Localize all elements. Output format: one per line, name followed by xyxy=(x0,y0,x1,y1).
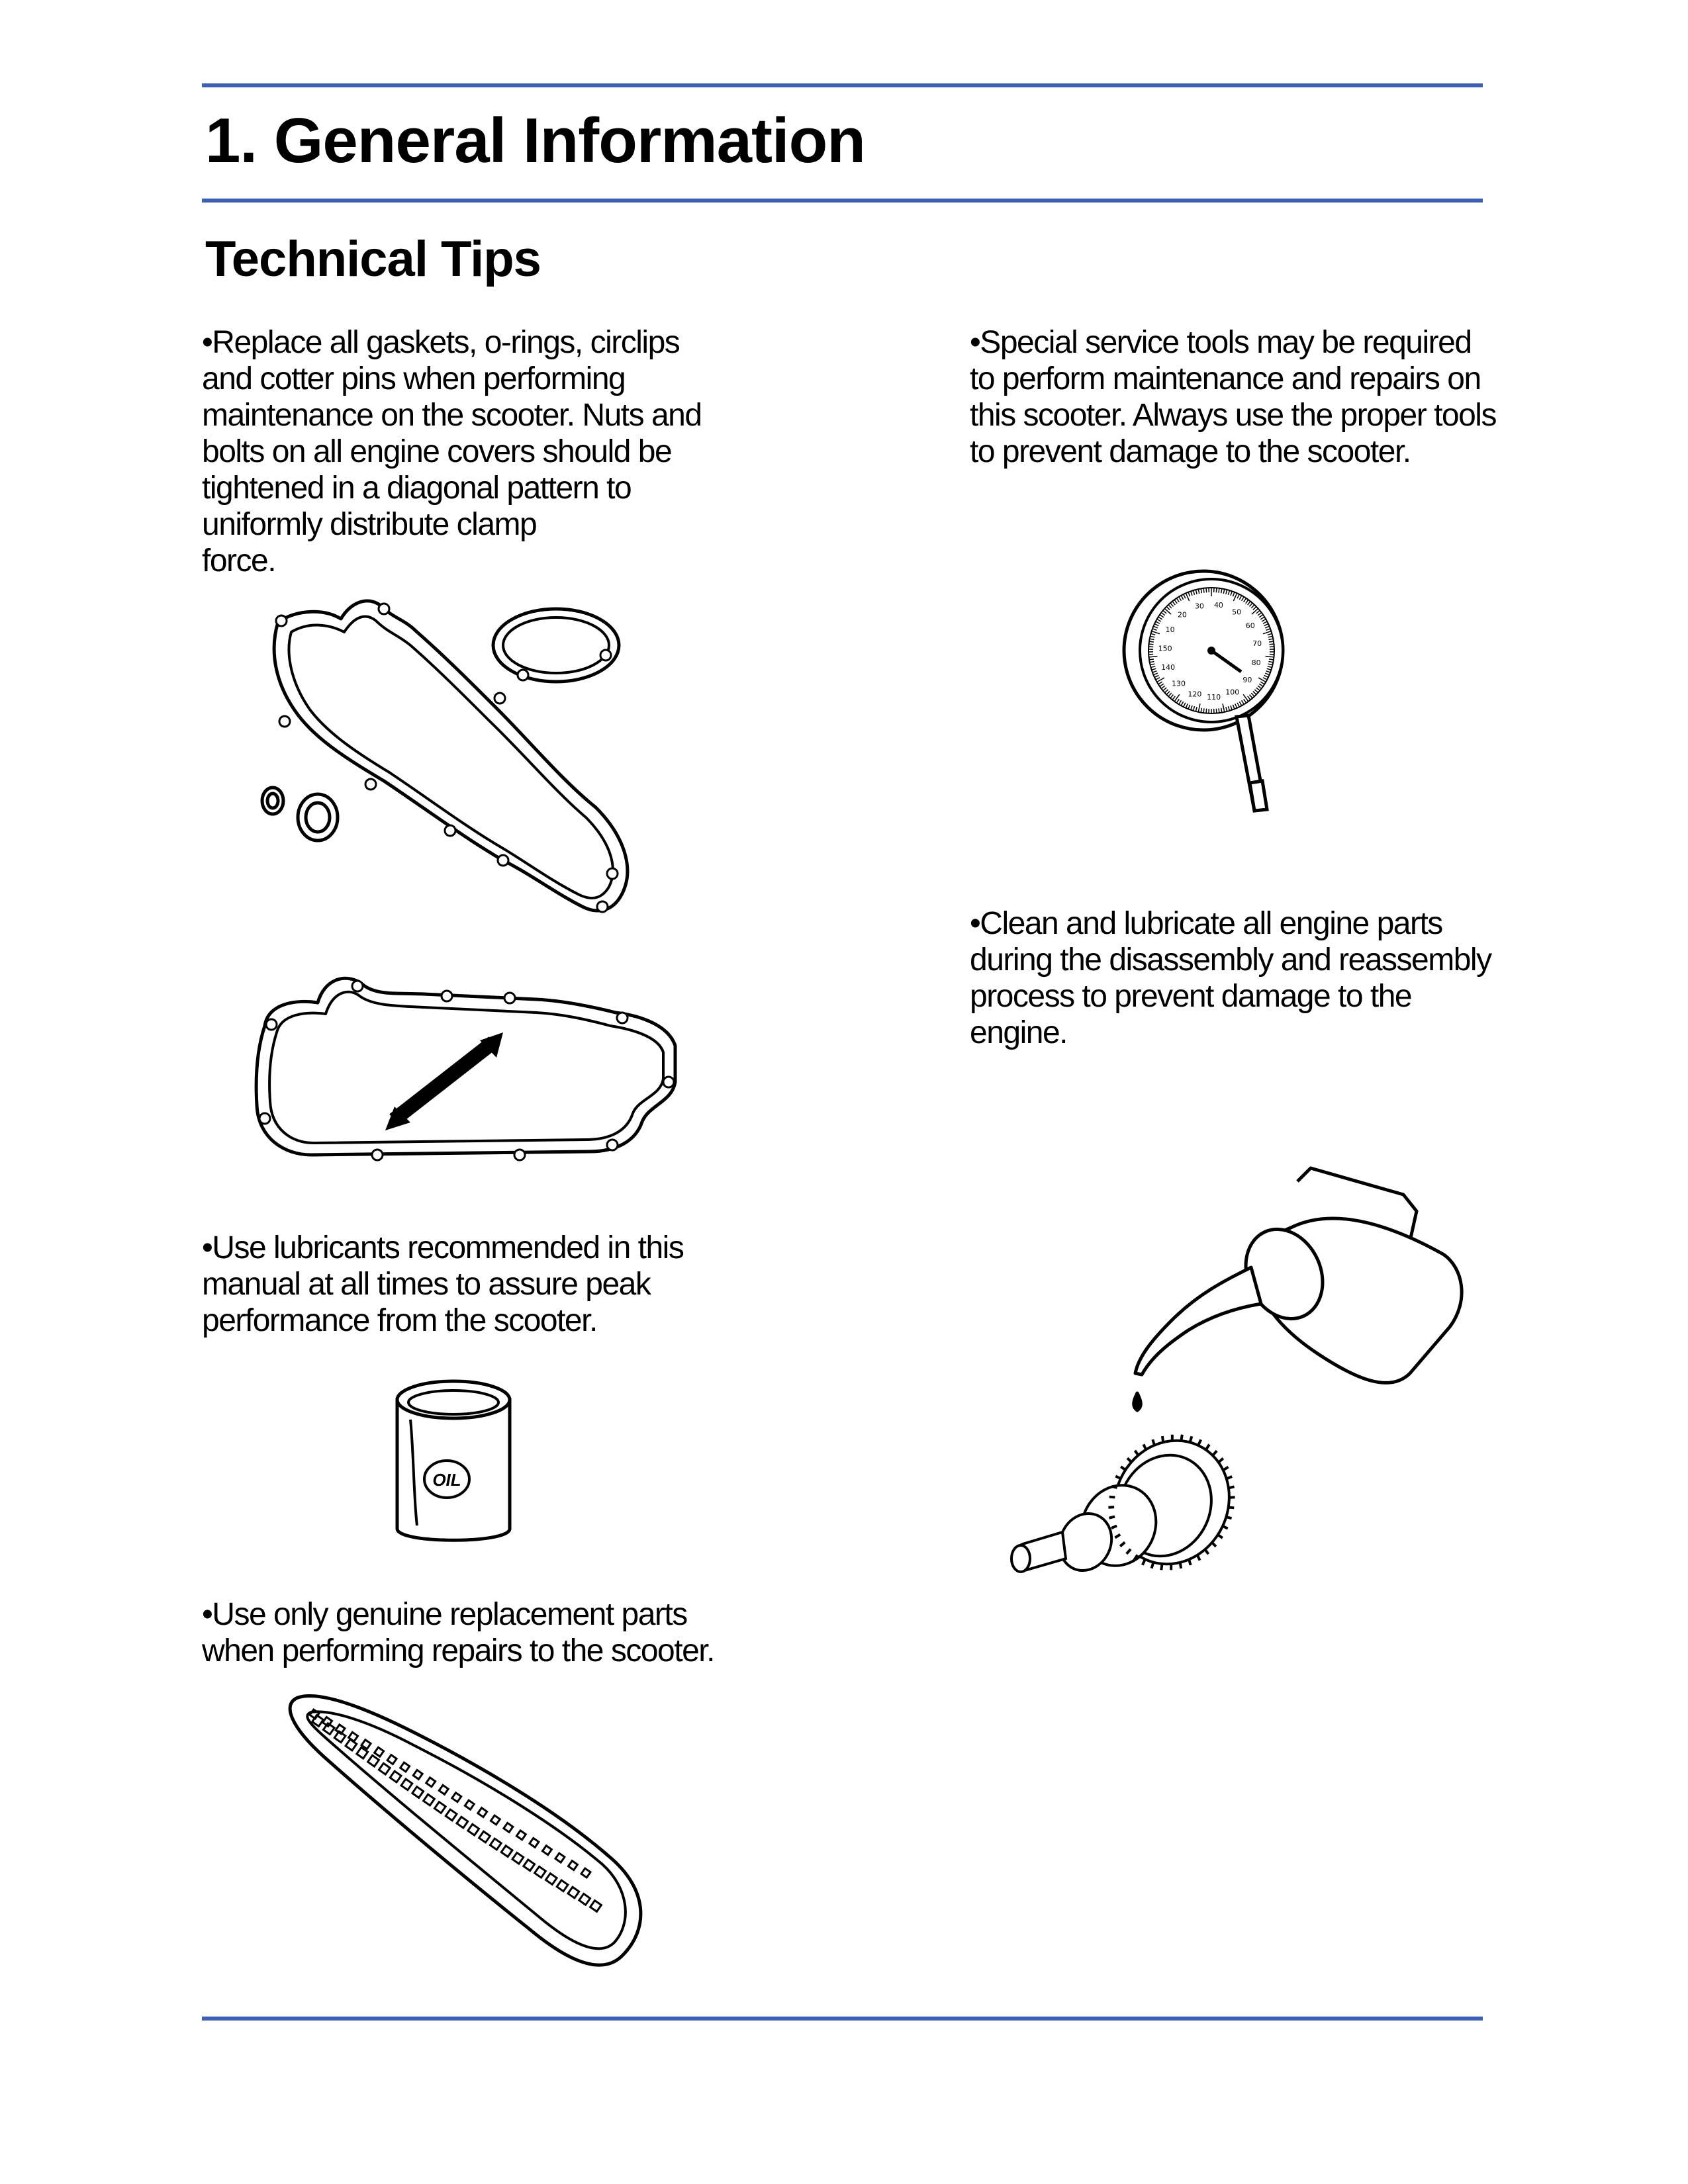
gear-tooth xyxy=(1108,1507,1114,1508)
gear-tooth xyxy=(1135,1451,1139,1455)
gear-tooth xyxy=(1229,1497,1235,1498)
belt-tooth xyxy=(545,1874,557,1885)
tip-special-tools xyxy=(970,324,1496,470)
tip-line: manual at all times to assure peak xyxy=(202,1267,651,1302)
belt-tooth xyxy=(445,1809,457,1821)
belt-tooth xyxy=(504,1823,513,1832)
belt-tooth xyxy=(400,1762,410,1772)
gear-tooth xyxy=(1212,1543,1216,1547)
tip-line: •Clean and lubricate all engine parts xyxy=(970,906,1442,941)
gauge-tick xyxy=(1203,588,1204,593)
belt-tooth xyxy=(413,1770,422,1779)
gear-tooth xyxy=(1213,1451,1217,1455)
gear-tooth xyxy=(1227,1477,1232,1479)
belt-tooth xyxy=(375,1747,384,1756)
gauge-number: 150 xyxy=(1158,644,1172,653)
tip-line: during the disassembly and reassembly xyxy=(970,942,1491,978)
gauge-number: 90 xyxy=(1243,676,1252,685)
gauge-number: 10 xyxy=(1165,625,1175,635)
diagonal-pattern-illustration xyxy=(245,966,682,1165)
gear-tooth xyxy=(1152,1563,1154,1569)
tip-line: when performing repairs to the scooter. xyxy=(202,1633,714,1668)
gear-tooth xyxy=(1161,1564,1162,1570)
starter-gear xyxy=(1011,1422,1249,1583)
gauge-tick xyxy=(1149,641,1154,642)
tip-line: force. xyxy=(202,543,276,578)
gear-tooth xyxy=(1180,1563,1181,1569)
tip-line: •Use lubricants recommended in this xyxy=(202,1230,684,1265)
belt-tooth xyxy=(501,1846,512,1857)
chapter-title: 1. General Information xyxy=(205,105,865,176)
belt-tooth xyxy=(512,1852,524,1864)
gear-tooth xyxy=(1190,1436,1192,1442)
gauge-number: 100 xyxy=(1225,688,1240,697)
gear-tooth xyxy=(1205,1549,1208,1554)
oiling-gear-illustration xyxy=(986,1155,1516,1572)
belt-tooth xyxy=(452,1793,461,1802)
gear-tooth xyxy=(1143,1559,1145,1565)
bottom-rule xyxy=(202,2017,1483,2021)
gasket-circlip-illustration xyxy=(252,582,649,927)
gauge-number: 80 xyxy=(1251,659,1261,668)
gear-tooth xyxy=(1223,1526,1228,1529)
gear-tooth xyxy=(1162,1436,1163,1442)
belt-tooth xyxy=(479,1831,491,1843)
belt-tooth xyxy=(491,1815,500,1825)
belt-tooth xyxy=(412,1787,424,1798)
tip-line: this scooter. Always use the proper tools xyxy=(970,398,1496,433)
belt-tooth xyxy=(535,1866,546,1878)
gauge-tick xyxy=(1269,641,1274,642)
gear-tooth xyxy=(1229,1486,1235,1488)
tip-line: to prevent damage to the scooter. xyxy=(970,434,1411,469)
gauge-number: 40 xyxy=(1213,600,1223,610)
gear-tooth xyxy=(1219,1459,1223,1463)
belt-tooth xyxy=(368,1755,379,1766)
belt-outer xyxy=(290,1696,641,1965)
belt-tooth xyxy=(555,1853,565,1862)
oil-can-illustration xyxy=(391,1373,516,1552)
tip-line: •Replace all gaskets, o-rings, circlips xyxy=(202,325,680,360)
gear-tooth xyxy=(1226,1517,1231,1518)
tip-line: bolts on all engine covers should be xyxy=(202,434,672,469)
gauge-number: 120 xyxy=(1188,690,1202,699)
gear-tooth xyxy=(1121,1467,1125,1470)
tip-line: to perform maintenance and repairs on xyxy=(970,361,1481,396)
belt-tooth xyxy=(490,1839,501,1850)
belt-tooth xyxy=(465,1800,474,1809)
tip-clean-lubricate xyxy=(970,905,1491,1051)
tip-line: maintenance on the scooter. Nuts and xyxy=(202,398,702,433)
gear-tooth xyxy=(1197,1555,1200,1561)
gauge-tick xyxy=(1206,709,1207,713)
circlip xyxy=(493,609,619,682)
gauge-tick xyxy=(1206,588,1207,592)
drive-belt-illustration xyxy=(278,1684,649,1976)
belt-tooth xyxy=(530,1838,539,1847)
gauge-number: 140 xyxy=(1161,663,1176,672)
gauge-tick xyxy=(1149,659,1154,660)
tip-lubricants xyxy=(202,1230,683,1339)
gauge-number: 70 xyxy=(1252,639,1262,649)
belt-tooth xyxy=(426,1778,436,1787)
diagonal-arrow-icon xyxy=(385,1032,503,1130)
belt-tooth xyxy=(457,1817,468,1828)
gear-tooth xyxy=(1115,1476,1121,1479)
tip-line: uniformly distribute clamp xyxy=(202,507,537,542)
gear-tooth xyxy=(1111,1486,1117,1488)
engine-cover-gasket xyxy=(274,601,628,911)
belt-tooth xyxy=(568,1887,579,1898)
belt-tooth xyxy=(468,1824,479,1835)
gauge-tick xyxy=(1216,588,1217,592)
belt-tooth xyxy=(557,1880,568,1891)
gear-tooth xyxy=(1109,1497,1115,1498)
gauge-number: 20 xyxy=(1177,610,1187,619)
belt-tooth xyxy=(379,1763,390,1774)
oil-label-text: OIL xyxy=(432,1470,461,1490)
belt-tooth xyxy=(579,1893,590,1905)
tip-line: tightened in a diagonal pattern to xyxy=(202,471,632,506)
gauge-tick xyxy=(1216,709,1217,713)
belt-tooth xyxy=(387,1755,397,1764)
gear-tooth xyxy=(1198,1439,1201,1445)
tip-line: •Use only genuine replacement parts xyxy=(202,1597,687,1632)
tip-gaskets xyxy=(202,324,702,579)
gear-tooth xyxy=(1109,1517,1115,1518)
gear-tooth xyxy=(1189,1559,1191,1565)
gear-tooth xyxy=(1143,1444,1146,1449)
tip-line: performance from the scooter. xyxy=(202,1303,597,1338)
gauge-tick xyxy=(1270,644,1274,645)
belt-tooth xyxy=(401,1779,412,1790)
gauge-number: 50 xyxy=(1232,608,1242,617)
gauge-tick xyxy=(1203,708,1204,713)
tip-line: and cotter pins when performing xyxy=(202,361,626,396)
belt-tooth xyxy=(590,1901,602,1912)
belt-tooth xyxy=(569,1861,578,1870)
belt-tooth xyxy=(434,1802,445,1813)
gauge-number: 30 xyxy=(1194,602,1204,611)
belt-tooth xyxy=(439,1785,448,1794)
header-rule xyxy=(202,199,1483,203)
gauge-number: 130 xyxy=(1172,679,1186,688)
tip-line: process to prevent damage to the xyxy=(970,979,1412,1014)
belt-tooth xyxy=(524,1860,535,1871)
tip-line: engine. xyxy=(970,1015,1067,1050)
tip-line: •Special service tools may be required xyxy=(970,325,1472,360)
gear-tooth xyxy=(1181,1435,1182,1441)
gear-tooth xyxy=(1218,1535,1223,1538)
gauge-tick xyxy=(1269,659,1274,660)
gauge-tick xyxy=(1149,644,1154,645)
gear-tooth xyxy=(1206,1445,1209,1450)
o-ring-small xyxy=(262,788,283,814)
belt-tooth xyxy=(516,1831,526,1840)
gear-tooth xyxy=(1223,1467,1229,1471)
top-rule xyxy=(202,83,1483,87)
belt-tooth xyxy=(581,1868,590,1878)
oil-spout xyxy=(1135,1267,1261,1375)
gear-tooth xyxy=(1152,1439,1154,1445)
section-title: Technical Tips xyxy=(205,231,541,287)
gauge-number: 60 xyxy=(1245,621,1255,630)
belt-tooth xyxy=(542,1846,551,1855)
gauge-number: 110 xyxy=(1207,692,1221,702)
gear-tooth xyxy=(1127,1458,1131,1462)
tip-genuine-parts xyxy=(202,1596,714,1669)
belt-tooth xyxy=(390,1771,401,1782)
oil-drop xyxy=(1134,1393,1141,1410)
belt-teeth xyxy=(310,1709,601,1911)
dial-gauge-illustration xyxy=(1119,566,1304,831)
belt-tooth xyxy=(424,1794,435,1805)
belt-tooth xyxy=(478,1808,487,1817)
